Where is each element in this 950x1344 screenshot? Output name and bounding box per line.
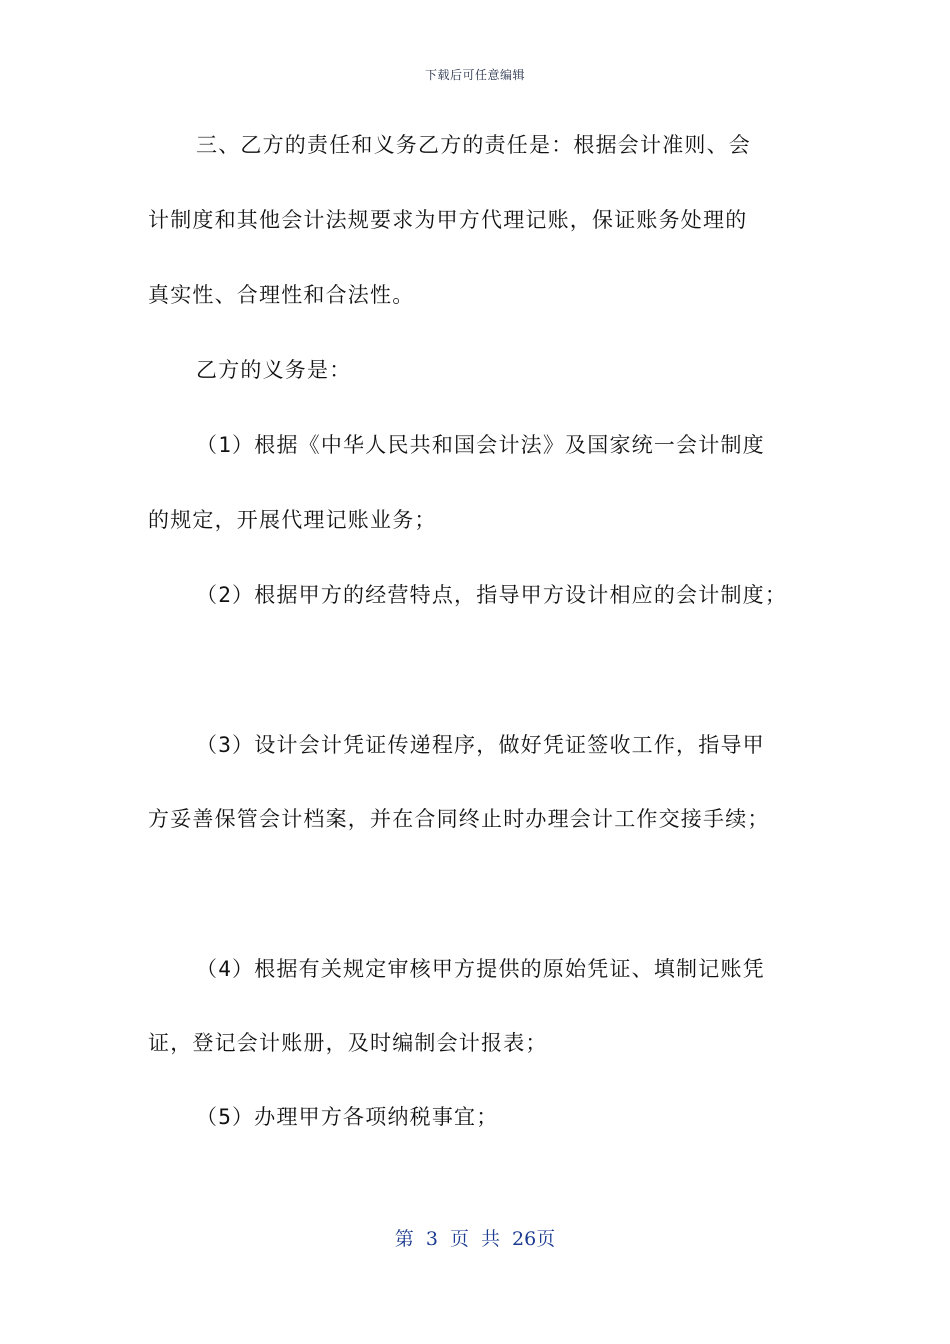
paragraph-line: 方妥善保管会计档案，并在合同终止时办理会计工作交接手续；	[148, 807, 770, 831]
paragraph-line: （4）根据有关规定审核甲方提供的原始凭证、填制记账凭	[196, 957, 765, 981]
paragraph-line: 乙方的义务是：	[196, 358, 352, 382]
page-number: 第 3 页 共 26页	[394, 1228, 556, 1250]
paragraph-line: （5）办理甲方各项纳税事宜；	[196, 1105, 499, 1129]
paragraph-line: 证，登记会计账册，及时编制会计报表；	[148, 1031, 548, 1055]
paragraph-line: （3）设计会计凭证传递程序，做好凭证签收工作，指导甲	[196, 733, 765, 757]
paragraph-line: 的规定，开展代理记账业务；	[148, 508, 437, 532]
paragraph-line: （1）根据《中华人民共和国会计法》及国家统一会计制度	[196, 433, 765, 457]
paragraph-line: （2）根据甲方的经营特点，指导甲方设计相应的会计制度；	[196, 583, 788, 607]
paragraph-line: 三、乙方的责任和义务乙方的责任是：根据会计准则、会	[196, 133, 751, 157]
paragraph-line: 计制度和其他会计法规要求为甲方代理记账，保证账务处理的	[148, 208, 748, 232]
header-note: 下载后可任意编辑	[424, 68, 525, 82]
paragraph-line: 真实性、合理性和合法性。	[148, 283, 415, 307]
